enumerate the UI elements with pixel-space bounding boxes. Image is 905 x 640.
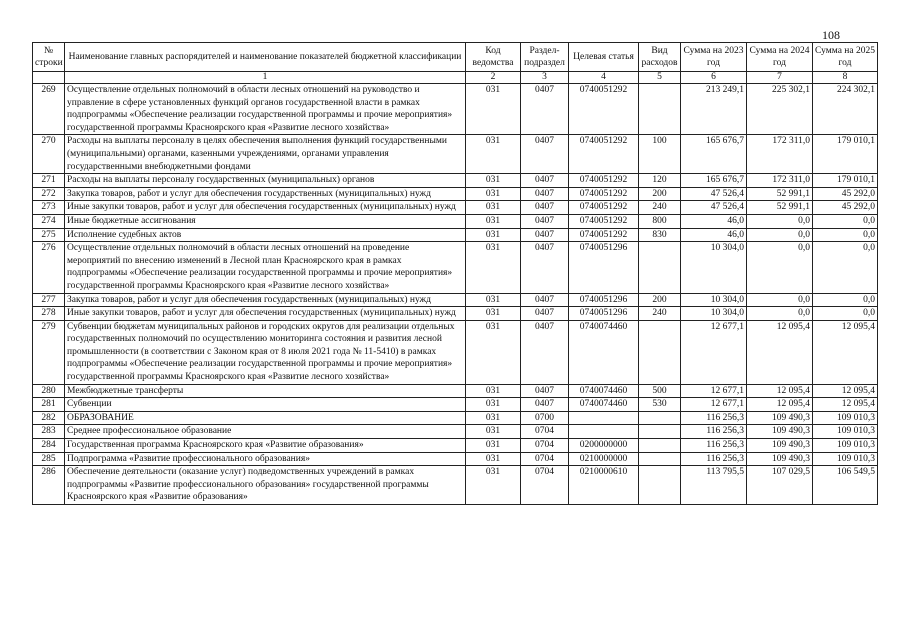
table-row (33, 398, 878, 412)
row-sum-2023: 165 676,7 (681, 174, 747, 188)
row-target-code: 0740051296 (569, 293, 639, 307)
table-row (33, 466, 878, 505)
table-row (33, 84, 878, 135)
row-sum-2023: 113 795,5 (681, 466, 747, 505)
table-row (33, 452, 878, 466)
row-name: Иные закупки товаров, работ и услуг для обеспечения государственных (муниципальных) нужд (65, 307, 466, 321)
row-sum-2025: 224 302,1 (813, 84, 878, 135)
row-name: Расходы на выплаты персоналу государственных (муниципальных) органов (65, 174, 466, 188)
row-name: Субвенции бюджетам муниципальных районов и городских округов для реализации отдельных государственных полномочий по осуществлению мониторинга состояния и развития лесной промышленности (в соответствии с Законом края от 8 июля 2021 года № 11-5410) в рамках подпрограммы «Обеспечение реализации государственной программы и прочие мероприятия» государственной программы Красноярского края «Развитие лесного хозяйства» (65, 320, 466, 384)
row-dept-code: 031 (466, 452, 521, 466)
row-target-code: 0740051292 (569, 228, 639, 242)
row-name: Расходы на выплаты персоналу в целях обеспечения выполнения функций государственными (муниципальными) органами, казенными учреждениями, органами управления государственными внебюджетными фондами (65, 135, 466, 174)
row-dept-code: 031 (466, 228, 521, 242)
table-row (33, 228, 878, 242)
row-sum-2024: 52 991,1 (747, 187, 813, 201)
table-body (33, 84, 878, 505)
row-name: Осуществление отдельных полномочий в области лесных отношений на проведение мероприятий по внесению изменений в Лесной план Красноярского края в рамках подпрограммы «Обеспечение реализации государственной программы и прочие мероприятия» государственной программы Красноярского края «Развитие лесного хозяйства» (65, 242, 466, 293)
row-number: 270 (33, 135, 65, 174)
row-expense-type (639, 411, 681, 425)
row-dept-code: 031 (466, 320, 521, 384)
row-expense-type (639, 320, 681, 384)
row-expense-type: 120 (639, 174, 681, 188)
row-sum-2025: 109 010,3 (813, 411, 878, 425)
row-dept-code: 031 (466, 84, 521, 135)
row-sum-2023: 47 526,4 (681, 187, 747, 201)
row-number: 277 (33, 293, 65, 307)
row-sum-2023: 10 304,0 (681, 293, 747, 307)
row-dept-code: 031 (466, 293, 521, 307)
row-dept-code: 031 (466, 135, 521, 174)
row-target-code (569, 411, 639, 425)
row-sum-2023: 46,0 (681, 214, 747, 228)
row-sum-2025: 0,0 (813, 307, 878, 321)
row-expense-type (639, 242, 681, 293)
row-sum-2023: 10 304,0 (681, 307, 747, 321)
row-target-code: 0200000000 (569, 439, 639, 453)
row-section-code: 0407 (521, 384, 569, 398)
row-section-code: 0407 (521, 228, 569, 242)
row-sum-2023: 12 677,1 (681, 384, 747, 398)
table-row (33, 187, 878, 201)
page-number: 108 (822, 28, 840, 42)
row-sum-2024: 107 029,5 (747, 466, 813, 505)
table-row (33, 174, 878, 188)
row-sum-2024: 0,0 (747, 293, 813, 307)
row-target-code: 0740051296 (569, 307, 639, 321)
row-section-code: 0704 (521, 425, 569, 439)
row-dept-code: 031 (466, 439, 521, 453)
row-sum-2025: 12 095,4 (813, 320, 878, 384)
row-name: Обеспечение деятельности (оказание услуг) подведомственных учреждений в рамках подпрограммы «Развитие профессионального образования» государственной программы Красноярского края «Развитие образования» (65, 466, 466, 505)
row-target-code: 0740051292 (569, 84, 639, 135)
row-sum-2023: 116 256,3 (681, 439, 747, 453)
table-row (33, 307, 878, 321)
row-name: Закупка товаров, работ и услуг для обеспечения государственных (муниципальных) нужд (65, 293, 466, 307)
column-number: 2 (466, 72, 521, 84)
row-sum-2024: 12 095,4 (747, 398, 813, 412)
row-sum-2025: 12 095,4 (813, 398, 878, 412)
row-name: ОБРАЗОВАНИЕ (65, 411, 466, 425)
row-section-code: 0407 (521, 84, 569, 135)
column-number-row (33, 72, 878, 84)
row-sum-2023: 46,0 (681, 228, 747, 242)
row-sum-2024: 0,0 (747, 214, 813, 228)
row-sum-2024: 109 490,3 (747, 439, 813, 453)
row-sum-2024: 12 095,4 (747, 320, 813, 384)
row-section-code: 0407 (521, 293, 569, 307)
row-section-code: 0407 (521, 320, 569, 384)
row-sum-2023: 165 676,7 (681, 135, 747, 174)
row-number: 278 (33, 307, 65, 321)
row-sum-2025: 12 095,4 (813, 384, 878, 398)
column-number: 1 (65, 72, 466, 84)
row-dept-code: 031 (466, 466, 521, 505)
row-sum-2024: 109 490,3 (747, 452, 813, 466)
row-dept-code: 031 (466, 242, 521, 293)
row-number: 271 (33, 174, 65, 188)
column-number: 6 (681, 72, 747, 84)
row-expense-type (639, 425, 681, 439)
row-sum-2025: 179 010,1 (813, 174, 878, 188)
row-sum-2025: 0,0 (813, 214, 878, 228)
row-dept-code: 031 (466, 384, 521, 398)
column-number: 3 (521, 72, 569, 84)
row-section-code: 0704 (521, 439, 569, 453)
row-target-code: 0740051292 (569, 135, 639, 174)
row-number: 281 (33, 398, 65, 412)
row-name: Иные закупки товаров, работ и услуг для обеспечения государственных (муниципальных) нужд (65, 201, 466, 215)
column-number: 8 (813, 72, 878, 84)
row-section-code: 0407 (521, 135, 569, 174)
row-name: Межбюджетные трансферты (65, 384, 466, 398)
row-sum-2023: 116 256,3 (681, 452, 747, 466)
row-sum-2023: 12 677,1 (681, 320, 747, 384)
row-target-code: 0740074460 (569, 398, 639, 412)
row-dept-code: 031 (466, 411, 521, 425)
row-section-code: 0407 (521, 214, 569, 228)
row-number: 272 (33, 187, 65, 201)
table-row (33, 242, 878, 293)
row-target-code (569, 425, 639, 439)
row-target-code: 0740051292 (569, 187, 639, 201)
row-number: 279 (33, 320, 65, 384)
row-number: 274 (33, 214, 65, 228)
row-target-code: 0210000610 (569, 466, 639, 505)
table-row (33, 425, 878, 439)
row-dept-code: 031 (466, 214, 521, 228)
row-section-code: 0407 (521, 187, 569, 201)
row-sum-2024: 225 302,1 (747, 84, 813, 135)
row-sum-2023: 10 304,0 (681, 242, 747, 293)
row-sum-2023: 12 677,1 (681, 398, 747, 412)
row-number: 269 (33, 84, 65, 135)
row-section-code: 0407 (521, 307, 569, 321)
row-name: Иные бюджетные ассигнования (65, 214, 466, 228)
row-sum-2024: 172 311,0 (747, 135, 813, 174)
row-sum-2023: 116 256,3 (681, 411, 747, 425)
row-name: Среднее профессиональное образование (65, 425, 466, 439)
row-sum-2024: 109 490,3 (747, 425, 813, 439)
row-sum-2023: 47 526,4 (681, 201, 747, 215)
row-dept-code: 031 (466, 187, 521, 201)
table-row (33, 320, 878, 384)
row-dept-code: 031 (466, 425, 521, 439)
row-number: 285 (33, 452, 65, 466)
column-number: 7 (747, 72, 813, 84)
row-expense-type: 200 (639, 293, 681, 307)
row-sum-2025: 109 010,3 (813, 452, 878, 466)
header-sum2025: Сумма на 2025 год (813, 43, 878, 72)
row-number: 283 (33, 425, 65, 439)
row-name: Субвенции (65, 398, 466, 412)
row-dept-code: 031 (466, 174, 521, 188)
row-sum-2025: 0,0 (813, 242, 878, 293)
row-number: 273 (33, 201, 65, 215)
header-sum2024: Сумма на 2024 год (747, 43, 813, 72)
row-target-code: 0740051292 (569, 201, 639, 215)
row-expense-type: 240 (639, 201, 681, 215)
row-section-code: 0700 (521, 411, 569, 425)
row-name: Осуществление отдельных полномочий в области лесных отношений на руководство и управление в сфере установленных функций органов государственной власти в рамках подпрограммы «Обеспечение реализации государственной программы и прочие мероприятия» государственной программы Красноярского края «Развитие лесного хозяйства» (65, 84, 466, 135)
row-expense-type (639, 439, 681, 453)
row-sum-2025: 109 010,3 (813, 439, 878, 453)
row-sum-2023: 116 256,3 (681, 425, 747, 439)
row-section-code: 0407 (521, 174, 569, 188)
row-expense-type (639, 466, 681, 505)
header-sum2023: Сумма на 2023 год (681, 43, 747, 72)
row-name: Исполнение судебных актов (65, 228, 466, 242)
table-row (33, 135, 878, 174)
row-sum-2025: 106 549,5 (813, 466, 878, 505)
row-section-code: 0407 (521, 398, 569, 412)
row-sum-2025: 0,0 (813, 228, 878, 242)
row-expense-type (639, 84, 681, 135)
table-row (33, 293, 878, 307)
row-expense-type: 200 (639, 187, 681, 201)
row-sum-2025: 45 292,0 (813, 201, 878, 215)
row-sum-2024: 0,0 (747, 228, 813, 242)
row-sum-2025: 0,0 (813, 293, 878, 307)
row-dept-code: 031 (466, 201, 521, 215)
row-name: Государственная программа Красноярского края «Развитие образования» (65, 439, 466, 453)
table-row (33, 384, 878, 398)
row-sum-2024: 0,0 (747, 242, 813, 293)
header-name: Наименование главных распорядителей и наименование показателей бюджетной классификации (65, 43, 466, 72)
row-sum-2024: 12 095,4 (747, 384, 813, 398)
row-section-code: 0704 (521, 466, 569, 505)
row-number: 276 (33, 242, 65, 293)
header-target: Целевая статья (569, 43, 639, 72)
row-number: 280 (33, 384, 65, 398)
row-target-code: 0740051292 (569, 174, 639, 188)
column-number: 4 (569, 72, 639, 84)
row-target-code: 0740074460 (569, 384, 639, 398)
header-section: Раздел-подраздел (521, 43, 569, 72)
budget-table (32, 42, 878, 505)
row-sum-2024: 109 490,3 (747, 411, 813, 425)
row-sum-2024: 0,0 (747, 307, 813, 321)
header-dept: Код ведомства (466, 43, 521, 72)
row-sum-2025: 179 010,1 (813, 135, 878, 174)
header-exptype: Вид расходов (639, 43, 681, 72)
row-expense-type: 240 (639, 307, 681, 321)
row-target-code: 0740051292 (569, 214, 639, 228)
row-section-code: 0704 (521, 452, 569, 466)
row-expense-type: 830 (639, 228, 681, 242)
header-num: № строки (33, 43, 65, 72)
row-section-code: 0407 (521, 201, 569, 215)
row-expense-type: 100 (639, 135, 681, 174)
row-expense-type: 530 (639, 398, 681, 412)
row-name: Подпрограмма «Развитие профессионального образования» (65, 452, 466, 466)
row-number: 286 (33, 466, 65, 505)
row-section-code: 0407 (521, 242, 569, 293)
header-row (33, 43, 878, 72)
column-number: 5 (639, 72, 681, 84)
row-number: 282 (33, 411, 65, 425)
row-target-code: 0740074460 (569, 320, 639, 384)
row-expense-type: 500 (639, 384, 681, 398)
column-number (33, 72, 65, 84)
table-row (33, 214, 878, 228)
row-sum-2024: 172 311,0 (747, 174, 813, 188)
row-sum-2023: 213 249,1 (681, 84, 747, 135)
table-row (33, 201, 878, 215)
table-row (33, 439, 878, 453)
row-dept-code: 031 (466, 307, 521, 321)
row-expense-type: 800 (639, 214, 681, 228)
row-target-code: 0210000000 (569, 452, 639, 466)
row-dept-code: 031 (466, 398, 521, 412)
row-sum-2025: 109 010,3 (813, 425, 878, 439)
row-name: Закупка товаров, работ и услуг для обеспечения государственных (муниципальных) нужд (65, 187, 466, 201)
row-sum-2024: 52 991,1 (747, 201, 813, 215)
row-number: 275 (33, 228, 65, 242)
row-sum-2025: 45 292,0 (813, 187, 878, 201)
table-row (33, 411, 878, 425)
row-target-code: 0740051296 (569, 242, 639, 293)
row-expense-type (639, 452, 681, 466)
row-number: 284 (33, 439, 65, 453)
